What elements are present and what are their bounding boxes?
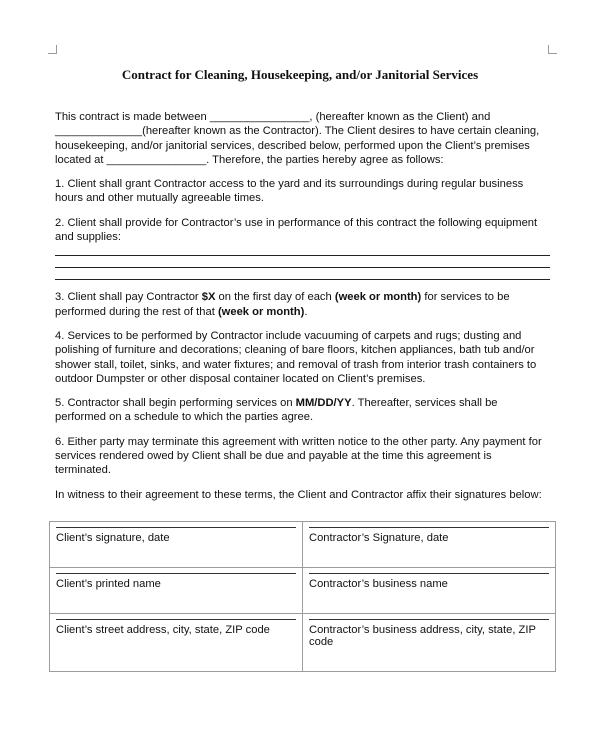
signature-line [56, 527, 296, 528]
cell-label: Contractor’s Signature, date [309, 532, 449, 544]
cell-label: Contractor’s business name [309, 578, 448, 590]
cell-label: Contractor’s business address, city, state, ZIP code [309, 624, 536, 648]
blank-line-2 [55, 256, 550, 268]
cell-label: Client’s printed name [56, 578, 161, 590]
signature-table [49, 521, 556, 672]
cell-label: Client’s signature, date [56, 532, 170, 544]
address-row [50, 614, 556, 672]
blank-line-3 [55, 268, 550, 280]
signature-line [309, 619, 549, 620]
document-title: Contract for Cleaning, Housekeeping, and/or Janitorial Services [121, 67, 479, 82]
clause-6: 6. Either party may terminate this agreement with written notice to the other party. Any payment for services rendered owed by Client shall be due and payable at the time this agreement is terminated. [55, 435, 542, 477]
contractor-address-cell[interactable] [303, 614, 556, 672]
clause-4: 4. Services to be performed by Contractor include vacuuming of carpets and rugs; dusting and polishing of furniture and decorations; cleaning of bare floors, kitchen appliances, bath tub and/or shower stall, toilet, sinks, and water fixtures; and removal of trash from interior trash containers to outdoor Dumpster or other disposal container located on Client’s premises. [55, 329, 537, 385]
signature-line [309, 573, 549, 574]
contractor-name-cell[interactable] [303, 568, 556, 614]
intro-paragraph: This contract is made between ________________, (hereafter known as the Client) and ______________(hereafter known as the Contractor). The Client desires to have certain cleaning, housekeeping, and/or janitorial services, described below, performed upon the Client’s premises located at ________________. Therefore, the parties hereby agree as follows: [55, 111, 540, 166]
margin-marker-left [48, 45, 57, 54]
clause-1: 1. Client shall grant Contractor access to the yard and its surroundings during regular business hours and other mutually agreeable times. [55, 178, 524, 205]
contractor-signature-cell[interactable] [303, 522, 556, 568]
clause-5: 5. Contractor shall begin performing services on MM/DD/YY. Thereafter, services shall be performed on a schedule to which the parties agree. [55, 397, 498, 424]
signature-line [56, 619, 296, 620]
cell-label: Client’s street address, city, state, ZIP code [56, 624, 270, 636]
blank-line-1 [55, 244, 550, 256]
client-name-cell[interactable] [50, 568, 303, 614]
signature-row [50, 522, 556, 568]
client-address-cell[interactable] [50, 614, 303, 672]
margin-marker-right [548, 45, 557, 54]
signature-line [309, 527, 549, 528]
name-row [50, 568, 556, 614]
contract-body [55, 110, 550, 512]
signature-line [56, 573, 296, 574]
clause-2: 2. Client shall provide for Contractor’s use in performance of this contract the following equipment and supplies: [55, 216, 538, 244]
clause-3: 3. Client shall pay Contractor $X on the first day of each (week or month) for services to be performed during the rest of that (week or month). [55, 291, 510, 318]
witness-paragraph: In witness to their agreement to these terms, the Client and Contractor affix their signatures below: [55, 488, 542, 501]
client-signature-cell[interactable] [50, 522, 303, 568]
